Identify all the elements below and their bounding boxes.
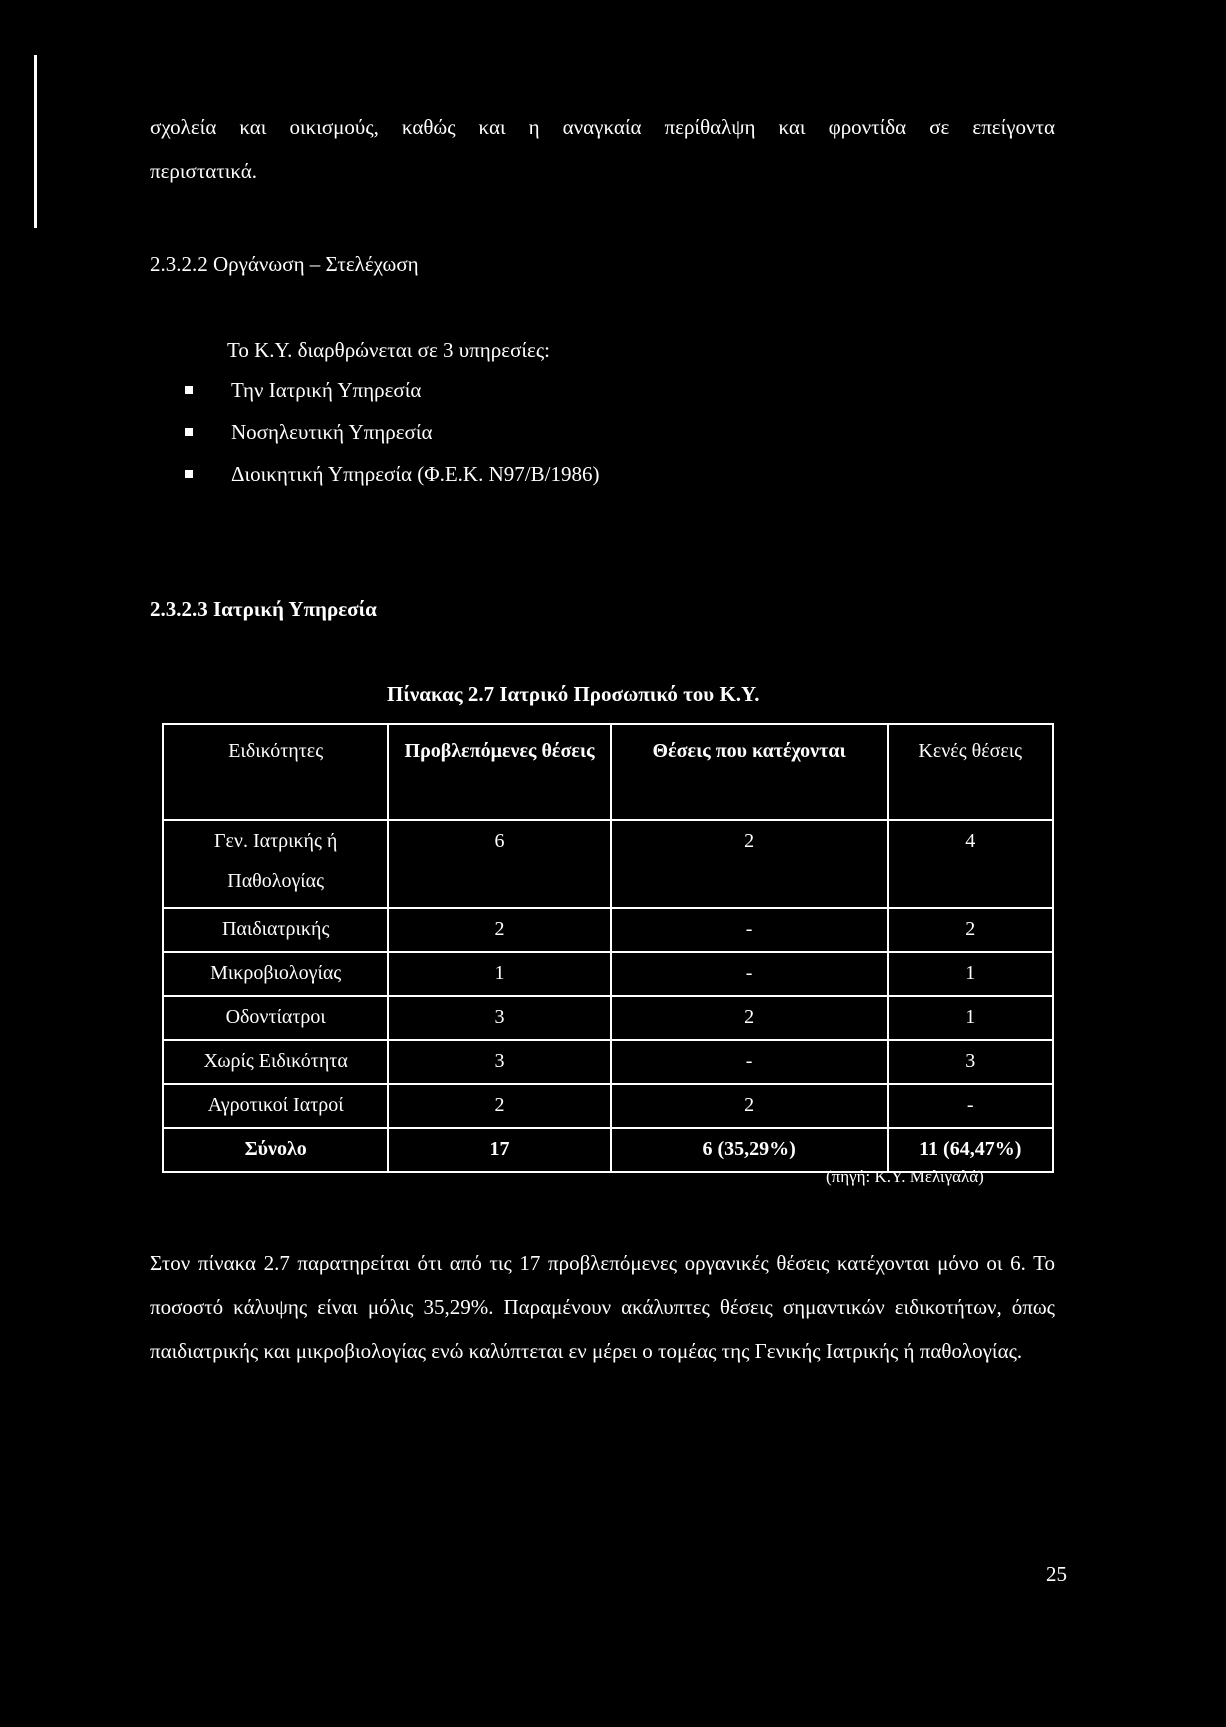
cell-occupied: 2 [611,820,888,908]
cell-specialty: Παιδιατρικής [163,908,388,952]
margin-revision-bar [34,55,37,228]
paragraph-top-line1: σχολεία και οικισμούς, καθώς και η αναγκαία περίθαλψη και φροντίδα σε επείγοντα [150,115,1055,139]
header-occupied: Θέσεις που κατέχονται [611,724,888,820]
table-row [163,820,1053,908]
page-number: 25 [1046,1562,1067,1586]
table-row [163,1040,1053,1084]
cell-specialty: Χωρίς Ειδικότητα [163,1040,388,1084]
paragraph-top [150,105,1055,193]
cell-specialty: Αγροτικοί Ιατροί [163,1084,388,1128]
cell-planned: 2 [388,908,610,952]
services-list [185,378,599,504]
cell-vacant: 2 [888,908,1054,952]
services-intro: Το Κ.Υ. διαρθρώνεται σε 3 υπηρεσίες: [227,338,551,362]
cell-planned: 1 [388,952,610,996]
total-vacant: 11 (64,47%) [888,1128,1054,1172]
cell-specialty: Οδοντίατροι [163,996,388,1040]
paragraph-top-line2: περιστατικά. [150,159,258,183]
list-item [185,378,599,420]
section-heading-medical: 2.3.2.3 Ιατρική Υπηρεσία [150,597,377,621]
cell-planned: 3 [388,996,610,1040]
cell-vacant: 3 [888,1040,1054,1084]
table-total-row [163,1128,1053,1172]
cell-vacant: 1 [888,996,1054,1040]
cell-occupied: - [611,908,888,952]
service-label: Την Ιατρική Υπηρεσία [231,378,422,402]
cell-occupied: 2 [611,1084,888,1128]
section-heading-organization: 2.3.2.2 Οργάνωση – Στελέχωση [150,252,419,276]
list-item [185,462,599,504]
cell-specialty: Μικροβιολογίας [163,952,388,996]
service-label: Νοσηλευτική Υπηρεσία [231,420,433,444]
cell-planned: 2 [388,1084,610,1128]
cell-planned: 3 [388,1040,610,1084]
cell-planned: 6 [388,820,610,908]
cell-occupied: - [611,952,888,996]
cell-vacant: - [888,1084,1054,1128]
service-label: Διοικητική Υπηρεσία (Φ.Ε.Κ. Ν97/Β/1986) [231,462,600,486]
header-vacant: Κενές θέσεις [888,724,1054,820]
cell-vacant: 4 [888,820,1054,908]
cell-specialty: Γεν. Ιατρικής ή Παθολογίας [163,820,388,908]
list-item [185,420,599,462]
square-bullet-icon [185,428,193,436]
table-caption: Πίνακας 2.7 Ιατρικό Προσωπικό του Κ.Υ. [387,682,760,706]
table-header-row [163,724,1053,820]
total-occupied: 6 (35,29%) [611,1128,888,1172]
total-planned: 17 [388,1128,610,1172]
table-source: (πηγή: Κ.Υ. Μελιγαλά) [826,1167,984,1186]
cell-occupied: - [611,1040,888,1084]
header-specialty: Ειδικότητες [163,724,388,820]
square-bullet-icon [185,386,193,394]
paragraph-bottom: Στον πίνακα 2.7 παρατηρείται ότι από τις 17 προβλεπόμενες οργανικές θέσεις κατέχονται μόνο οι 6. Το ποσοστό κάλυψης είναι μόλις 35,29%. Παραμένουν ακάλυπτες θέσεις σημαντικών ειδικοτήτων, όπως παιδιατρικής και μικροβιολογίας ενώ καλύπτεται εν μέρει ο τομέας της Γενικής Ιατρικής ή παθολογίας. [150,1251,1055,1363]
cell-vacant: 1 [888,952,1054,996]
table-row [163,1084,1053,1128]
table-row [163,996,1053,1040]
table-row [163,908,1053,952]
header-planned: Προβλεπόμενες θέσεις [388,724,610,820]
table-row [163,952,1053,996]
staff-table [162,723,1054,1173]
square-bullet-icon [185,470,193,478]
cell-occupied: 2 [611,996,888,1040]
total-label: Σύνολο [163,1128,388,1172]
